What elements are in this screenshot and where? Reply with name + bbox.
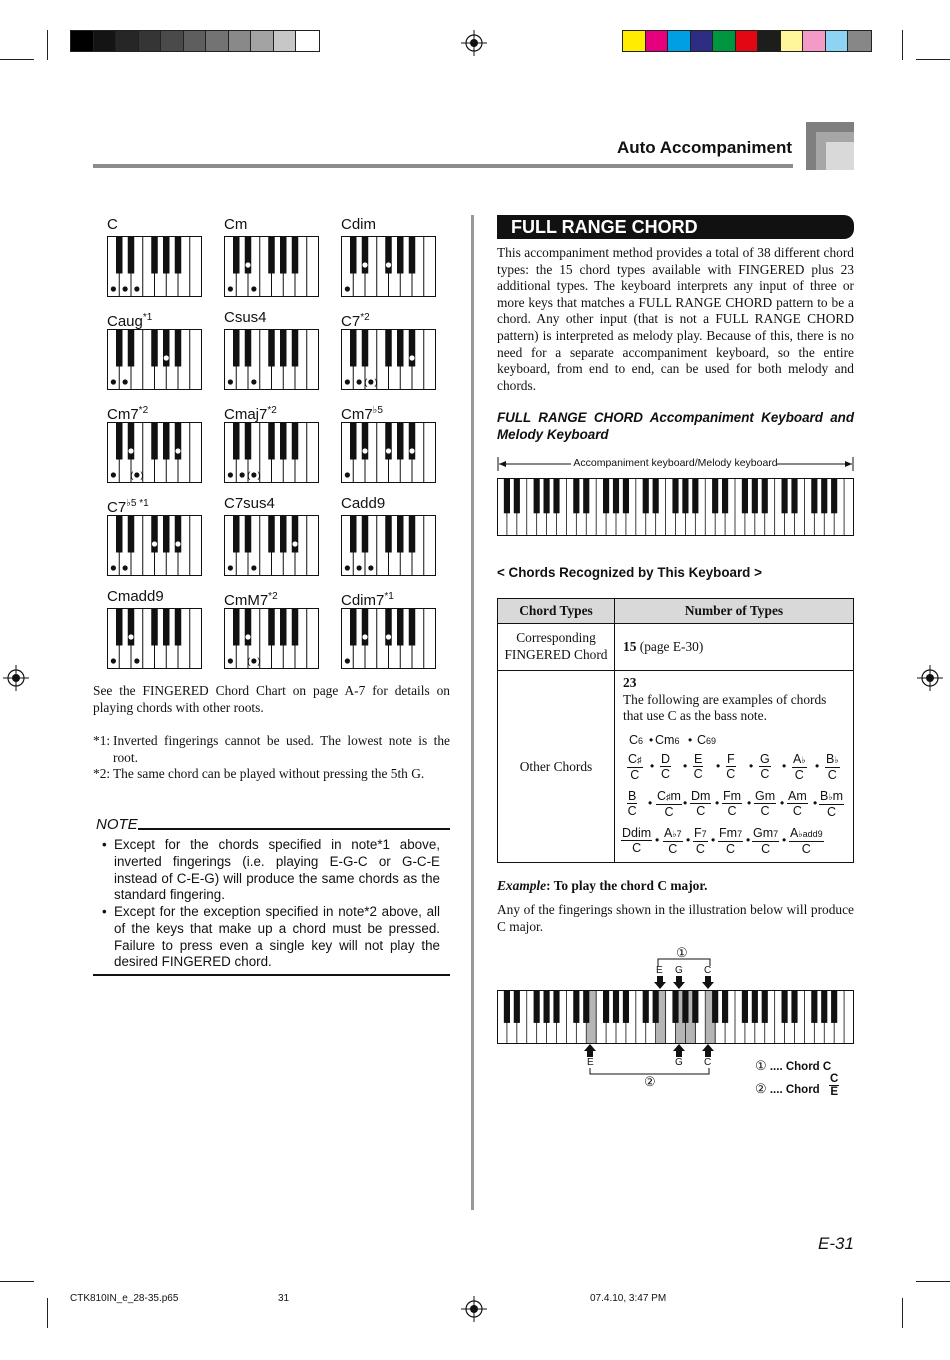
table-cell	[615, 671, 854, 863]
chord-types-table	[497, 598, 854, 863]
chord-example: $\frac{F7}{C}$	[694, 826, 707, 856]
chord-note: *2	[360, 312, 370, 323]
color-swatch	[229, 31, 252, 51]
chord-diagram	[224, 588, 324, 669]
header-rule	[93, 164, 793, 168]
chord-keyboard	[107, 515, 202, 576]
chord-note: *1	[384, 591, 394, 602]
pressed-key-dot	[111, 658, 116, 663]
chord-keyboard	[107, 329, 202, 390]
chord-example: $\frac{E}{C}$	[693, 752, 703, 781]
chord-example: $\frac{Gm7}{C}$	[753, 826, 779, 856]
chord-example: $\frac{G}{C}$	[760, 752, 770, 781]
chord-example: $\frac{D}{C}$	[661, 752, 671, 781]
registration-mark-icon	[461, 30, 487, 56]
bottom-note-label: G	[675, 1057, 683, 1068]
footer-date: 07.4.10, 3:47 PM	[590, 1293, 667, 1304]
chord-name: Cdim7$^{*1}$	[341, 591, 394, 609]
gray-swatch-strip	[70, 30, 320, 52]
pressed-key-dot	[228, 472, 233, 477]
note-rule	[138, 828, 450, 830]
color-swatch	[274, 31, 297, 51]
chord-example: $\frac{A♭7}{C}$	[664, 826, 682, 856]
pressed-key-dot	[368, 565, 373, 570]
top-note-label: E	[656, 965, 663, 976]
pressed-key-dot	[134, 472, 139, 477]
pressed-key-dot	[240, 472, 245, 477]
chord-diagram	[341, 216, 441, 297]
row-count: 15	[623, 639, 637, 654]
chord-example: $\frac{C♯m}{C}$	[657, 789, 681, 819]
bottom-note-label: C	[704, 1057, 712, 1068]
footnote-text: The same chord can be played without pressing the 5th G.	[113, 766, 425, 781]
pressed-key-dot	[345, 658, 350, 663]
pressed-key-dot	[228, 658, 233, 663]
pressed-key-dot	[175, 541, 180, 546]
chord-example: $\frac{A♭}{C}$	[793, 752, 806, 782]
crop-mark	[0, 59, 34, 60]
footnote-label: *2:	[93, 766, 111, 781]
registration-mark-icon	[917, 665, 943, 691]
crop-mark	[902, 1298, 903, 1328]
chord-diagram	[341, 309, 441, 390]
pressed-key-dot	[357, 379, 362, 384]
pressed-key-dot	[386, 634, 391, 639]
note-title: NOTE	[96, 816, 138, 833]
chord-name: Csus4	[224, 309, 267, 326]
pressed-key-dot	[175, 448, 180, 453]
chord-keyboard	[224, 608, 319, 669]
chord-keyboard	[107, 422, 202, 483]
svg-text:(: (	[130, 470, 134, 480]
chord-keyboard	[341, 515, 436, 576]
pressed-key-dot	[251, 565, 256, 570]
chord-example: $\frac{Fm}{C}$	[723, 789, 742, 818]
chord-example: $\frac{B♭m}{C}$	[820, 789, 844, 819]
chord-diagram	[224, 495, 324, 576]
footnote-label: *1:	[93, 733, 111, 748]
chord-note: *2	[267, 405, 277, 416]
pressed-key-dot	[362, 448, 367, 453]
pressed-key-dot	[386, 262, 391, 267]
registration-mark-icon	[461, 1296, 487, 1322]
chord-name: Cm7$^{*2}$	[107, 405, 149, 423]
table-cell	[498, 624, 615, 671]
chord-name: Cadd9	[341, 495, 386, 512]
pressed-key-dot	[111, 565, 116, 570]
example-heading	[497, 878, 707, 894]
color-swatch	[736, 31, 759, 51]
chord-diagram	[107, 309, 207, 390]
chords-recognized-heading: < Chords Recognized by This Keyboard >	[497, 565, 762, 580]
pressed-key-dot	[251, 472, 256, 477]
chord-name: $Cm7^{♭5}$	[341, 405, 383, 423]
chord-keyboard	[341, 329, 436, 390]
chord-diagram	[107, 588, 207, 669]
bottom-note-label: E	[587, 1057, 594, 1068]
color-swatch	[139, 31, 162, 51]
chord-keyboard	[224, 515, 319, 576]
pressed-key-dot	[409, 448, 414, 453]
section-title: FULL RANGE CHORD	[497, 215, 854, 239]
color-swatch	[251, 31, 274, 51]
example-title: : To play the chord C major.	[546, 878, 708, 893]
pressed-key-dot	[404, 658, 409, 663]
note-rule	[93, 974, 450, 976]
chord-diagram	[107, 216, 207, 297]
pressed-key-dot	[134, 286, 139, 291]
pressed-key-dot	[251, 286, 256, 291]
footnote-1	[93, 733, 450, 766]
color-swatch	[184, 31, 207, 51]
svg-text:): )	[257, 656, 261, 666]
chord-example: Cm6	[655, 733, 680, 747]
column-divider	[471, 215, 474, 1210]
row-ref: (page E-30)	[639, 639, 704, 654]
see-chart-paragraph: See the FINGERED Chord Chart on page A-7 for details on playing chords with other roots.	[93, 683, 450, 715]
chord-example: A♭add9 C	[790, 826, 823, 856]
chord-example: $\frac{Dm}{C}$	[691, 789, 711, 818]
svg-text:(: (	[247, 656, 251, 666]
registration-mark-icon	[3, 665, 29, 691]
row-label: Corresponding FINGERED Chord	[504, 630, 608, 662]
pressed-key-dot	[269, 634, 274, 639]
table-cell	[498, 671, 615, 863]
pressed-key-dot	[345, 379, 350, 384]
chord-name: C7$^{*2}$	[341, 312, 370, 330]
chord-keyboard	[107, 608, 202, 669]
pressed-key-dot	[111, 472, 116, 477]
running-header-title: Auto Accompaniment	[616, 138, 792, 157]
circle-label-1: ①	[676, 945, 688, 960]
pressed-key-dot	[362, 634, 367, 639]
row-description: The following are examples of chords that use C as the bass note.	[623, 691, 827, 724]
legend-fraction: $\frac{C}{E}$	[830, 1073, 839, 1098]
note-bullet-text: Except for the chords specified in note*1 above, inverted fingerings (i.e. playing E-G-C or G-C-E instead of C-E-G) will produce the same chords as the standard fingering.	[114, 837, 440, 903]
chord-example: C6	[629, 733, 644, 747]
footer-file: CTK810IN_e_28-35.p65	[70, 1293, 179, 1304]
chord-example: $\frac{Gm}{C}$	[755, 789, 776, 818]
pressed-key-dot	[368, 379, 373, 384]
up-arrows-icon	[584, 1044, 714, 1058]
crop-mark	[47, 1298, 48, 1328]
pressed-key-dot	[164, 355, 169, 360]
range-label-text: Accompaniment keyboard/Melody keyboard	[573, 457, 778, 469]
pressed-key-dot	[245, 634, 250, 639]
chord-diagram	[341, 402, 441, 483]
keyboard-sub-heading: FULL RANGE CHORD Accompaniment Keyboard and Melody Keyboard	[497, 410, 854, 442]
chord-diagram	[224, 216, 324, 297]
row-count: 23	[623, 675, 637, 690]
pressed-key-dot	[228, 565, 233, 570]
pressed-key-dot	[111, 379, 116, 384]
pressed-key-dot	[345, 472, 350, 477]
crop-mark	[0, 1281, 34, 1282]
pressed-key-dot	[269, 448, 274, 453]
svg-text:(: (	[247, 470, 251, 480]
color-swatch	[646, 31, 669, 51]
pressed-key-dot	[345, 286, 350, 291]
pressed-key-dot	[362, 262, 367, 267]
chord-example: C69	[697, 733, 717, 747]
pressed-key-dot	[292, 541, 297, 546]
svg-text:): )	[257, 470, 261, 480]
example-keyboard	[497, 990, 854, 1044]
chord-diagram	[341, 588, 441, 669]
chord-keyboard	[341, 422, 436, 483]
color-swatch	[758, 31, 781, 51]
pressed-key-dot	[117, 634, 122, 639]
top-note-label: G	[675, 965, 683, 976]
pressed-key-dot	[251, 379, 256, 384]
footnote-2	[93, 766, 450, 783]
pressed-key-dot	[152, 541, 157, 546]
color-swatch	[781, 31, 804, 51]
note-bullet-1: • Except for the chords specified in note*1 above, inverted fingerings (i.e. playing E-G-C or G-C-E instead of C-E-G) will produce the same chords as the standard fingering.	[102, 837, 440, 903]
chord-name: Cdim	[341, 216, 377, 233]
chord-name: Cm	[224, 216, 248, 233]
intro-paragraph: This accompaniment method provides a total of 38 different chord types: the 15 chord types available with FINGERED plus 23 additional types. The keyboard interprets any input of three or more keys that matches a FULL RANGE CHORD pattern to be a chord. Any other input (that is not a FULL RANGE CHORD pattern) is interpreted as melody play. Because of this, there is no need for a separate accompaniment keyboard, so the entire keyboard, from end to end, can be used for both melody and chords.	[497, 245, 854, 393]
crop-mark	[902, 30, 903, 60]
chord-keyboard	[107, 236, 202, 297]
chord-diagram	[341, 495, 441, 576]
page-number: E-31	[818, 1234, 854, 1253]
chord-name: C	[107, 216, 118, 233]
pressed-key-dot	[123, 286, 128, 291]
svg-text:): )	[140, 470, 144, 480]
svg-text:): )	[374, 377, 378, 387]
color-swatch	[623, 31, 646, 51]
color-swatch	[668, 31, 691, 51]
chord-note: ♭5 *1	[126, 498, 149, 509]
chord-name: Caug$^{*1}$	[107, 312, 153, 330]
header-tab-graphic	[806, 122, 854, 170]
pressed-key-dot	[245, 262, 250, 267]
crop-mark	[916, 59, 950, 60]
table-header: Number of Types	[615, 599, 854, 624]
chord-example: Ddim C	[622, 826, 652, 855]
color-swatch	[206, 31, 229, 51]
color-swatch	[71, 31, 94, 51]
example-paragraph: Any of the fingerings shown in the illustration below will produce C major.	[497, 902, 854, 934]
pressed-key-dot	[228, 286, 233, 291]
chord-keyboard	[224, 236, 319, 297]
crop-mark	[916, 1281, 950, 1282]
color-swatch	[161, 31, 184, 51]
note-bullet-2: • Except for the exception specified in note*2 above, all of the keys that make up a chord must be pressed. Failure to press even a single key will not play the desired FINGERED chord.	[102, 904, 440, 970]
example-label: Example	[497, 878, 547, 893]
chord-keyboard	[224, 329, 319, 390]
color-swatch	[826, 31, 849, 51]
pressed-key-dot	[228, 379, 233, 384]
pressed-key-dot	[245, 541, 250, 546]
chord-name: $C7^{♭5 *1}$	[107, 498, 149, 516]
chord-example: $\frac{Fm7}{C}$	[719, 826, 743, 856]
chord-name: Cmadd9	[107, 588, 164, 605]
chord-diagram	[224, 309, 324, 390]
pressed-key-dot	[409, 355, 414, 360]
row-label: Other Chords	[519, 758, 593, 774]
chord-name: C7sus4	[224, 495, 275, 512]
color-swatch	[116, 31, 139, 51]
chord-diagram	[107, 402, 207, 483]
pressed-key-dot	[128, 634, 133, 639]
chord-diagram	[224, 402, 324, 483]
pressed-key-dot	[351, 541, 356, 546]
chord-example: $\frac{B♭}{C}$	[826, 752, 839, 782]
footnote-text: Inverted fingerings cannot be used. The lowest note is the root.	[113, 733, 450, 765]
pressed-key-dot	[386, 448, 391, 453]
chord-note: *1	[142, 312, 153, 323]
chord-note: *2	[268, 591, 278, 602]
chord-diagram	[107, 495, 207, 576]
pressed-key-dot	[134, 658, 139, 663]
pressed-key-dot	[128, 448, 133, 453]
chord-note: *2	[138, 405, 149, 416]
footer-page: 31	[278, 1293, 290, 1304]
color-swatch	[296, 31, 319, 51]
pressed-key-dot	[251, 658, 256, 663]
pressed-key-dot	[245, 355, 250, 360]
chord-example: $\frac{C♯}{C}$	[628, 752, 642, 782]
chord-example: $\frac{Am}{C}$	[788, 789, 807, 818]
chord-examples: C6 • Cm6 • C69 $\frac{C♯}{C}$ • $\frac{D}{C}$ • $\frac{E}{C}$ • $\frac{F}{C}$ • $\frac{G}{C}$ • $\frac{A♭}{C}$ • $\frac{B♭}{C}$ $\frac{B}{C}$ • $\frac{C♯m}{C}$ • $\frac{Dm}{C}$ • $\frac{Fm}{C}$ • $\frac{Gm}{C}$ • $\frac{Am}{C}$ • $\frac{B♭m}{C}$ Ddim C • $\frac{A♭7}{C}$ • $\frac{F7}{C}$ • $\frac{Fm7}{C}$ • $\frac{Gm7}{C}$ • A♭add9 C	[622, 733, 844, 856]
color-swatch	[94, 31, 117, 51]
circle-label-2: ②	[644, 1074, 656, 1089]
table-cell	[615, 624, 854, 671]
table-header: Chord Types	[498, 599, 615, 624]
chord-example: $\frac{B}{C}$	[627, 789, 637, 818]
full-range-keyboard	[497, 478, 854, 536]
pressed-key-dot	[345, 565, 350, 570]
top-note-label: C	[704, 965, 712, 976]
down-arrows-icon	[654, 976, 716, 990]
chord-example: $\frac{F}{C}$	[726, 752, 736, 781]
pressed-key-dot	[123, 379, 128, 384]
color-swatch	[803, 31, 826, 51]
chord-name: Cmaj7$^{*2}$	[224, 405, 277, 423]
chord-note: ♭5	[372, 405, 383, 416]
legend-chord-c-over-e: ② .... Chord	[755, 1081, 820, 1096]
chord-name: CmM7$^{*2}$	[224, 591, 278, 609]
note-bullet-text: Except for the exception specified in note*2 above, all of the keys that make up a chord must be pressed. Failure to press even a single key will not play the desired FINGERED chord.	[114, 904, 440, 970]
color-swatch	[713, 31, 736, 51]
color-swatch-strip	[622, 30, 872, 52]
chord-keyboard	[224, 422, 319, 483]
crop-mark	[47, 30, 48, 60]
svg-text:(: (	[364, 377, 368, 387]
pressed-key-dot	[123, 565, 128, 570]
range-indicator	[497, 456, 854, 472]
pressed-key-dot	[357, 565, 362, 570]
chord-keyboard	[341, 608, 436, 669]
color-swatch	[848, 31, 871, 51]
chord-keyboard	[341, 236, 436, 297]
legend-chord-c: ① .... Chord C	[755, 1058, 832, 1073]
pressed-key-dot	[111, 286, 116, 291]
color-swatch	[691, 31, 714, 51]
